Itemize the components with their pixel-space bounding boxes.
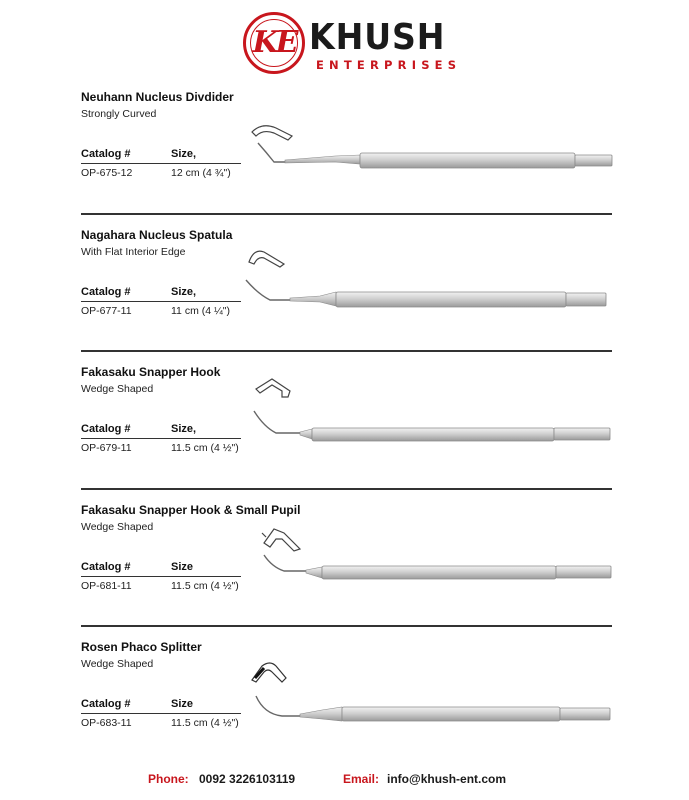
catalog-header: Catalog #: [81, 286, 131, 298]
phone-label: Phone:: [148, 772, 189, 786]
brand-subtitle: ENTERPRISES: [316, 58, 462, 72]
product-card: [0, 355, 689, 492]
phone-number: 0092 3226103119: [199, 772, 296, 786]
size-header: Size,: [171, 286, 197, 298]
brand-name: KHUSH: [309, 17, 446, 58]
product-subtitle: Wedge Shaped: [81, 521, 154, 533]
product-card: [0, 630, 689, 767]
catalog-number: OP-683-11: [81, 717, 132, 729]
logo-monogram: KE: [252, 25, 296, 60]
size-value: 11.5 cm (4 ½"): [171, 717, 239, 729]
catalog-number: OP-681-11: [81, 580, 132, 592]
product-card: [0, 218, 689, 355]
product-subtitle: Wedge Shaped: [81, 383, 154, 395]
catalog-header: Catalog #: [81, 148, 131, 160]
product-subtitle: Wedge Shaped: [81, 658, 154, 670]
size-value: 11 cm (4 ¼"): [171, 305, 230, 317]
section-divider: [81, 488, 612, 490]
product-card: [0, 493, 689, 630]
brand-logo: [243, 12, 462, 78]
size-header: Size: [171, 561, 194, 573]
product-subtitle: With Flat Interior Edge: [81, 246, 186, 258]
instrument-image: [0, 355, 689, 492]
size-header: Size,: [171, 423, 197, 435]
product-card: [0, 80, 689, 217]
catalog-number: OP-675-12: [81, 167, 133, 179]
product-title: Fakasaku Snapper Hook & Small Pupil: [81, 503, 301, 517]
size-value: 12 cm (4 ¾"): [171, 167, 231, 179]
size-value: 11.5 cm (4 ½"): [171, 442, 239, 454]
instrument-image: [0, 80, 689, 217]
size-header: Size,: [171, 148, 197, 160]
product-title: Rosen Phaco Splitter: [81, 640, 202, 654]
product-title: Fakasaku Snapper Hook: [81, 365, 221, 379]
catalog-number: OP-679-11: [81, 442, 132, 454]
size-header: Size: [171, 698, 194, 710]
instrument-image: [0, 630, 689, 767]
section-divider: [81, 350, 612, 352]
size-value: 11.5 cm (4 ½"): [171, 580, 239, 592]
catalog-header: Catalog #: [81, 698, 131, 710]
instrument-image: [0, 218, 689, 355]
section-divider: [81, 213, 612, 215]
catalog-header: Catalog #: [81, 561, 131, 573]
product-title: Nagahara Nucleus Spatula: [81, 228, 233, 242]
product-subtitle: Strongly Curved: [81, 108, 157, 120]
catalog-number: OP-677-11: [81, 305, 132, 317]
catalog-header: Catalog #: [81, 423, 131, 435]
section-divider: [81, 625, 612, 627]
email-label: Email:: [343, 772, 380, 786]
instrument-image: [0, 493, 689, 630]
product-title: Neuhann Nucleus Divdider: [81, 90, 234, 104]
email-address: info@khush-ent.com: [387, 772, 507, 786]
contact-footer: [0, 772, 689, 792]
